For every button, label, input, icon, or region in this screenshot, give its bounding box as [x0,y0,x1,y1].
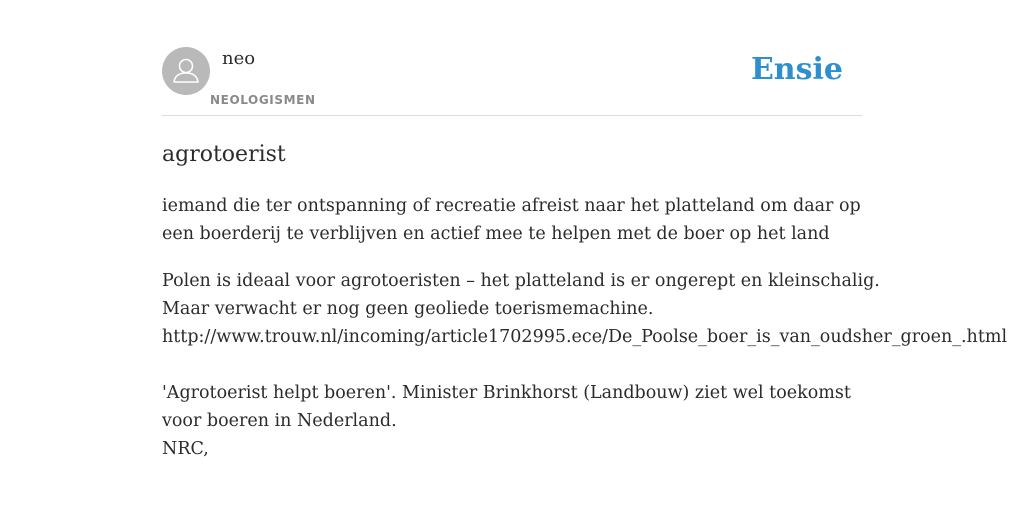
entry-definition [162,192,862,248]
user-silhouette-icon [162,47,210,95]
definition-line: iemand die ter ontspanning of recreatie afreist naar het platteland om daar op [162,196,861,216]
category-label[interactable]: NEOLOGISMEN [210,93,316,107]
example-line: Polen is ideaal voor agrotoeristen – het platteland is er ongerept en kleinschalig. [162,271,880,291]
brand-logo[interactable]: Ensie [750,52,843,87]
avatar[interactable] [162,47,210,95]
example-line: voor boeren in Nederland. [162,411,397,431]
username-link[interactable]: neo [222,48,256,69]
example-source: NRC, [162,439,209,459]
example-line: Maar verwacht er nog geen geoliede toerismemachine. [162,299,654,319]
entry-header [162,47,862,116]
example-line: 'Agrotoerist helpt boeren'. Minister Brinkhorst (Landbouw) ziet wel toekomst [162,383,851,403]
entry-example [162,267,1022,463]
definition-line: een boerderij te verblijven en actief mee te helpen met de boer op het land [162,224,830,244]
example-source-url: http://www.trouw.nl/incoming/article1702995.ece/De_Poolse_boer_is_van_oudsher_groen_.html [162,327,1008,347]
entry-title: agrotoerist [162,142,286,167]
example-spacer [162,351,1022,379]
